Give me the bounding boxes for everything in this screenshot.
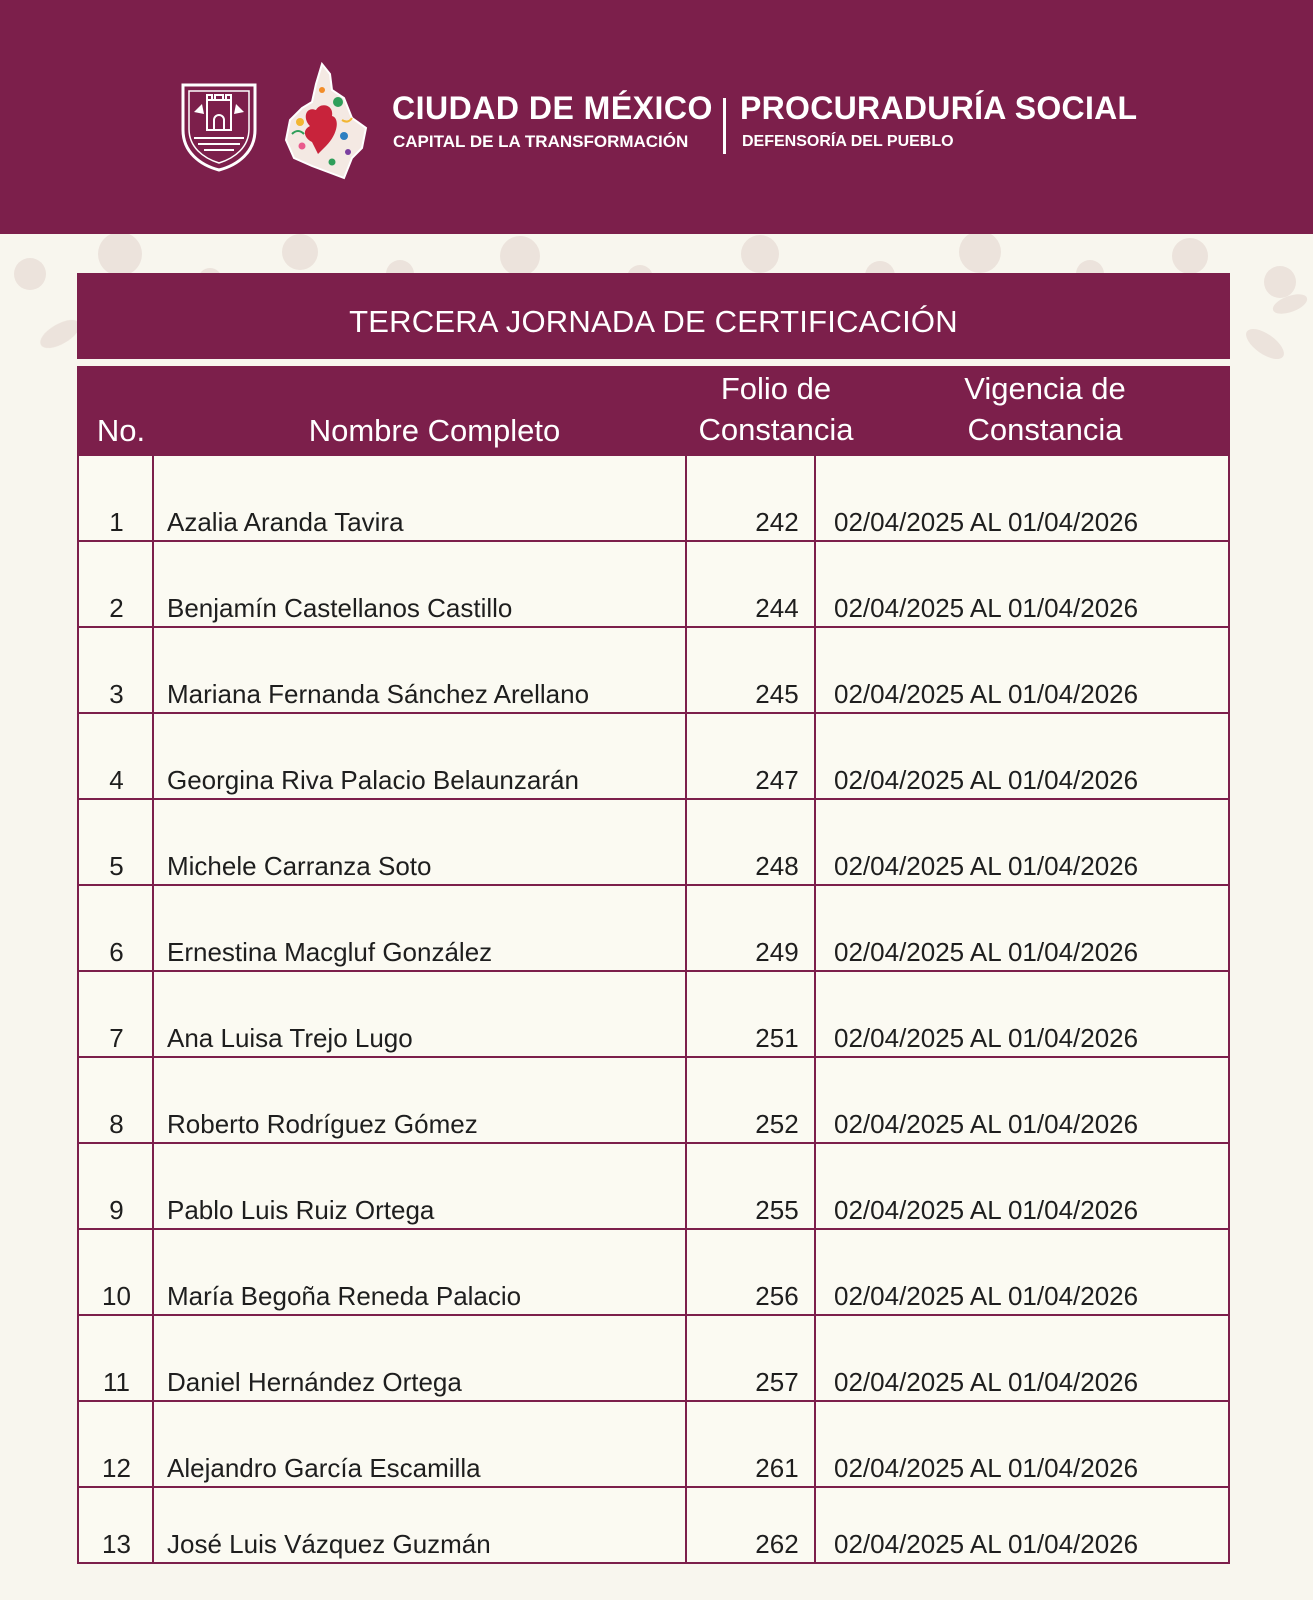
column-header-no: No. [96,413,146,448]
certification-table [77,366,1230,1564]
cell-vigencia: 02/04/2025 AL 01/04/2026 [834,507,1139,537]
cdmx-heart-map-logo [282,62,368,180]
cell-no: 7 [109,1023,124,1053]
table-row [79,972,1228,1058]
table-row [79,800,1228,886]
cell-folio: 249 [755,937,799,967]
cell-name: Ana Luisa Trejo Lugo [167,1023,413,1053]
cell-no: 13 [102,1529,131,1559]
cell-folio: 252 [755,1109,799,1139]
table-row [79,1316,1228,1402]
column-header-name: Nombre Completo [308,413,561,448]
page-header [0,0,1313,234]
table-row [79,1488,1228,1562]
cell-folio: 247 [755,765,799,795]
cell-vigencia: 02/04/2025 AL 01/04/2026 [834,679,1139,709]
brand-divider [723,98,726,154]
cell-folio: 261 [755,1453,799,1483]
cell-folio: 256 [755,1281,799,1311]
cell-vigencia: 02/04/2025 AL 01/04/2026 [834,1367,1139,1397]
cell-folio: 242 [755,507,799,537]
cell-folio: 257 [755,1367,799,1397]
cell-vigencia: 02/04/2025 AL 01/04/2026 [834,851,1139,881]
agency-title: PROCURADURÍA SOCIAL [740,90,1138,126]
cell-name: Daniel Hernández Ortega [167,1367,462,1397]
cell-no: 3 [109,679,124,709]
cell-no: 1 [109,507,124,537]
table-row [79,1144,1228,1230]
table-row [79,1230,1228,1316]
cell-name: Benjamín Castellanos Castillo [167,593,513,623]
cell-name: José Luis Vázquez Guzmán [167,1529,491,1559]
cell-folio: 255 [755,1195,799,1225]
cell-vigencia: 02/04/2025 AL 01/04/2026 [834,1023,1139,1053]
cell-folio: 251 [755,1023,799,1053]
cell-name: Azalia Aranda Tavira [167,507,404,537]
cell-name: Alejandro García Escamilla [167,1453,481,1483]
table-row [79,542,1228,628]
document-title: TERCERA JORNADA DE CERTIFICACIÓN [77,273,1230,359]
cell-folio: 244 [755,593,799,623]
table-row [79,1058,1228,1144]
table-row [79,628,1228,714]
cell-folio: 248 [755,851,799,881]
cell-folio: 262 [755,1529,799,1559]
cell-vigencia: 02/04/2025 AL 01/04/2026 [834,765,1139,795]
cell-no: 12 [102,1453,131,1483]
cell-vigencia: 02/04/2025 AL 01/04/2026 [834,593,1139,623]
cell-vigencia: 02/04/2025 AL 01/04/2026 [834,937,1139,967]
city-subtitle: CAPITAL DE LA TRANSFORMACIÓN [393,132,689,151]
cell-vigencia: 02/04/2025 AL 01/04/2026 [834,1281,1139,1311]
cell-vigencia: 02/04/2025 AL 01/04/2026 [834,1453,1139,1483]
cell-vigencia: 02/04/2025 AL 01/04/2026 [834,1195,1139,1225]
cell-vigencia: 02/04/2025 AL 01/04/2026 [834,1109,1139,1139]
column-header-vigencia-line1: Vigencia de [964,371,1126,406]
cell-no: 8 [109,1109,124,1139]
cell-vigencia: 02/04/2025 AL 01/04/2026 [834,1529,1139,1559]
column-header-vigencia-line2: Constancia [967,412,1123,447]
column-header-folio-line2: Constancia [698,412,854,447]
cell-no: 6 [109,937,124,967]
table-row [79,714,1228,800]
cell-name: Ernestina Macgluf González [167,937,493,967]
cell-name: Mariana Fernanda Sánchez Arellano [167,679,590,709]
table-row [79,1402,1228,1488]
cell-no: 2 [109,593,124,623]
column-header-vigencia [861,368,1229,450]
cdmx-shield-logo [180,82,258,172]
cell-name: María Begoña Reneda Palacio [167,1281,522,1311]
cell-no: 5 [109,851,124,881]
cell-no: 10 [102,1281,131,1311]
cell-no: 4 [109,765,124,795]
column-header-folio [691,368,861,450]
table-row [79,456,1228,542]
table-header [79,368,1228,456]
cell-no: 11 [103,1367,130,1397]
table-row [79,886,1228,972]
city-title: CIUDAD DE MÉXICO [392,90,713,126]
column-header-folio-line1: Folio de [720,371,832,406]
cell-no: 9 [109,1195,124,1225]
cell-folio: 245 [755,679,799,709]
agency-subtitle: DEFENSORÍA DEL PUEBLO [742,133,954,150]
cell-name: Pablo Luis Ruiz Ortega [167,1195,435,1225]
cell-name: Georgina Riva Palacio Belaunzarán [167,765,579,795]
cell-name: Roberto Rodríguez Gómez [167,1109,478,1139]
cell-name: Michele Carranza Soto [167,851,432,881]
